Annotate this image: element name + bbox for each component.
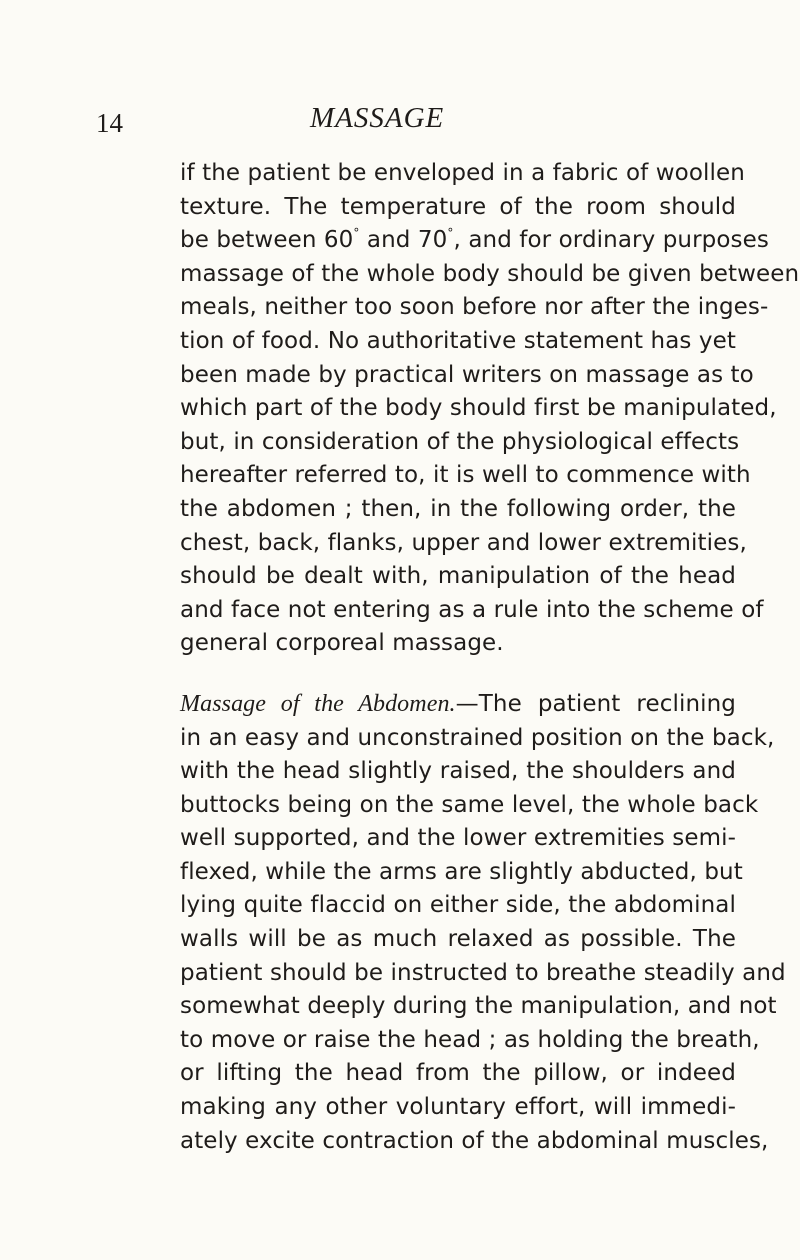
text-line: meals, neither too soon before nor after the inges-	[180, 294, 769, 321]
paragraph-spacer	[180, 661, 736, 688]
page-number: 14	[96, 108, 123, 138]
text-line: well supported, and the lower extremities semi-	[180, 825, 736, 852]
text-line: if the patient be enveloped in a fabric of woollen	[180, 160, 745, 186]
text-line: hereafter referred to, it is well to commence with	[180, 462, 751, 489]
text-fragment: , and for ordinary purposes	[453, 227, 769, 254]
text-line: in an easy and unconstrained position on the back,	[180, 724, 775, 751]
text-line: flexed, while the arms are slightly abducted, but	[180, 858, 743, 885]
text-line: should be dealt with, manipulation of the head	[180, 563, 736, 590]
text-line: tion of food. No authoritative statement has yet	[180, 327, 736, 354]
text-fragment: be between 60	[180, 227, 354, 254]
text-line: massage of the whole body should be given between	[180, 260, 800, 287]
paragraph-massage-of-abdomen	[180, 688, 786, 1158]
text-line: somewhat deeply during the manipulation, and not	[180, 993, 777, 1020]
degree-sign: °	[447, 226, 454, 241]
text-fragment: —The patient reclining	[455, 690, 736, 717]
text-line: lying quite flaccid on either side, the abdominal	[180, 892, 736, 919]
text-fragment: and 70	[359, 227, 448, 254]
text-line: and face not entering as a rule into the scheme of	[180, 596, 764, 623]
text-line: with the head slightly raised, the shoulders and	[180, 758, 736, 785]
paragraph-general-rules	[180, 157, 800, 661]
body-text	[180, 157, 800, 1158]
running-title: MASSAGE	[310, 102, 445, 134]
text-line: patient should be instructed to breathe steadily and	[180, 959, 786, 986]
degree-sign: °	[353, 226, 360, 241]
text-line: general corporeal massage.	[180, 630, 504, 657]
text-line: ately excite contraction of the abdominal muscles,	[180, 1127, 769, 1154]
text-line: or lifting the head from the pillow, or indeed	[180, 1060, 736, 1087]
text-line: the abdomen ; then, in the following order, the	[180, 495, 736, 522]
text-line: but, in consideration of the physiological effects	[180, 428, 740, 455]
text-line: texture. The temperature of the room should	[180, 193, 736, 220]
text-line	[180, 688, 736, 722]
section-heading: Massage of the Abdomen.	[180, 690, 456, 717]
text-line: been made by practical writers on massage as to	[180, 361, 754, 388]
text-line	[180, 224, 769, 258]
text-line: to move or raise the head ; as holding the breath,	[180, 1026, 760, 1053]
running-head	[0, 98, 800, 138]
text-line: which part of the body should first be manipulated,	[180, 395, 777, 422]
text-line: chest, back, flanks, upper and lower extremities,	[180, 529, 747, 556]
text-line: walls will be as much relaxed as possible. The	[180, 926, 736, 953]
text-line: buttocks being on the same level, the whole back	[180, 791, 759, 818]
text-line: making any other voluntary effort, will immedi-	[180, 1094, 736, 1121]
